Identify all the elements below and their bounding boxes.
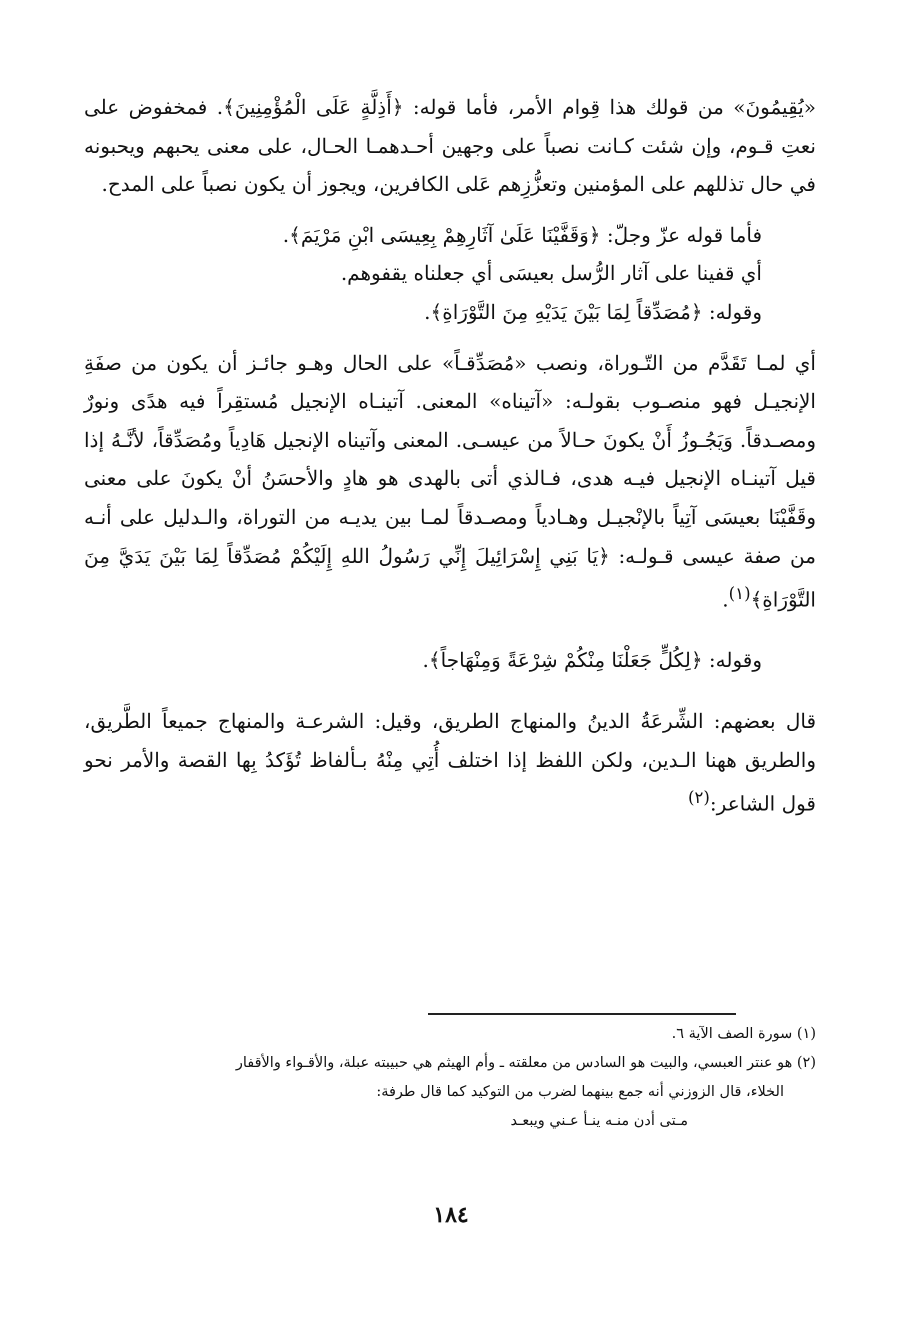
explanation-line: أي قفينا على آثار الرُّسل بعيسَى أي جعلناه يقفوهم. (340, 261, 762, 286)
footnote-ref-1: (١) (728, 584, 751, 604)
paragraph-1: «يُقِيمُونَ» من قولك هذا قِوام الأمر، فأما قوله: ﴿أَذِلَّةٍ عَلَى الْمُؤْمِنِينَ﴾. فمخفوض على نعتِ قـوم، وإن شئت كـانت نصباً على وجهين أحـدهمـا الحـال، على معنى يحبهم ويحبونه في حال تذللهم على المؤمنين وتعزُّزِهم عَلى الكافرين، ويجوز أن يكون نصباً على المدح. (84, 95, 816, 197)
footnotes (84, 1020, 816, 1136)
paragraph-2 (84, 344, 816, 620)
spacer (84, 204, 816, 216)
footnote-divider (428, 1013, 736, 1015)
paragraph-3 (84, 702, 816, 823)
footnote-ref-2: (٢) (687, 788, 710, 808)
verse-line-2: وقوله: ﴿مُصَدِّقاً لِمَا بَيْنَ يَدَيْهِ مِنَ التَّوْرَاةِ﴾. (424, 299, 762, 324)
paragraph-2-text: أي لمـا تَقَدَّم من التّـوراة، ونصب «مُصَدِّقـاً» على الحال وهـو جائـز أن يكون من صفَةِ الإنجيـل فهو منصـوب بقولـه: «آتيناه» المعنى. آتينـاه الإنجيل مُستقِراً فيه هدًى ونورٌ ومصـدقاً. وَيَجُـوزُ أَنْ يكونَ حـالاً من عيسـى. المعنى وآتيناه الإنجيل هَادِياً ومُصَدِّقاً، لأنَّـهُ إذا قيل آتينـاه الإنجيل فيـه هدى، فـالذي أتى بالهدى هو هادٍ والأحسَنُ أنْ يكونَ على معنى وقَفَّيْنَا بعيسَى آتِياً بالإنْجيـل وهـادياً ومصـدقاً لمـا بين يديـه من التوراة، والـدليل على أنـه من صفة عيسى قـولـه: ﴿يَا بَنِي إِسْرَائِيلَ إِنِّي رَسُولُ اللهِ إِلَيْكُمْ مُصَدِّقاً لِمَا بَيْنَ يَدَيَّ مِنَ التَّوْرَاةِ﴾ (84, 350, 816, 612)
paragraph-2-end: . (722, 587, 729, 612)
footnote-1: (١) سورة الصف الآية ٦. (671, 1026, 816, 1042)
spacer (84, 680, 816, 702)
spacer (84, 619, 816, 641)
verse-line-3: وقوله: ﴿لِكُلٍّ جَعَلْنَا مِنْكُمْ شِرْعَةً وَمِنْهَاجاً﴾. (422, 648, 762, 673)
page-number: ١٨٤ (433, 1202, 469, 1228)
footnote-2-verse: مـتى أدن منـه ينـأ عـني ويبعـد (510, 1113, 688, 1129)
spacer (84, 332, 816, 344)
footnote-2-continuation: الخلاء، قال الزوزني أنه جمع بينهما لضرب من التوكيد كما قال طرفة: (376, 1084, 784, 1100)
verse-line-1: فأما قوله عزّ وجلّ: ﴿وَقَفَّيْنَا عَلَىٰ آثَارِهِمْ بِعِيسَى ابْنِ مَرْيَمَ﴾. (282, 222, 762, 247)
footnote-2: (٢) هو عنتر العبسي، والبيت هو السادس من معلقته ـ وأم الهيثم هي حبيبته عبلة، والأقـواء والأقفار (235, 1055, 816, 1071)
main-text (84, 88, 816, 823)
paragraph-3-text: قال بعضهم: الشِّرعَةُ الدينُ والمنهاج الطريق، وقيل: الشرعـة والمنهاج جميعاً الطَّريق، والطريق ههنا الـدين، ولكن اللفظ إذا اختلف أُتِي مِنْهُ بـألفاظ تُؤَكدُ بِها القصة والأمر نحو قول الشاعر: (84, 708, 817, 816)
